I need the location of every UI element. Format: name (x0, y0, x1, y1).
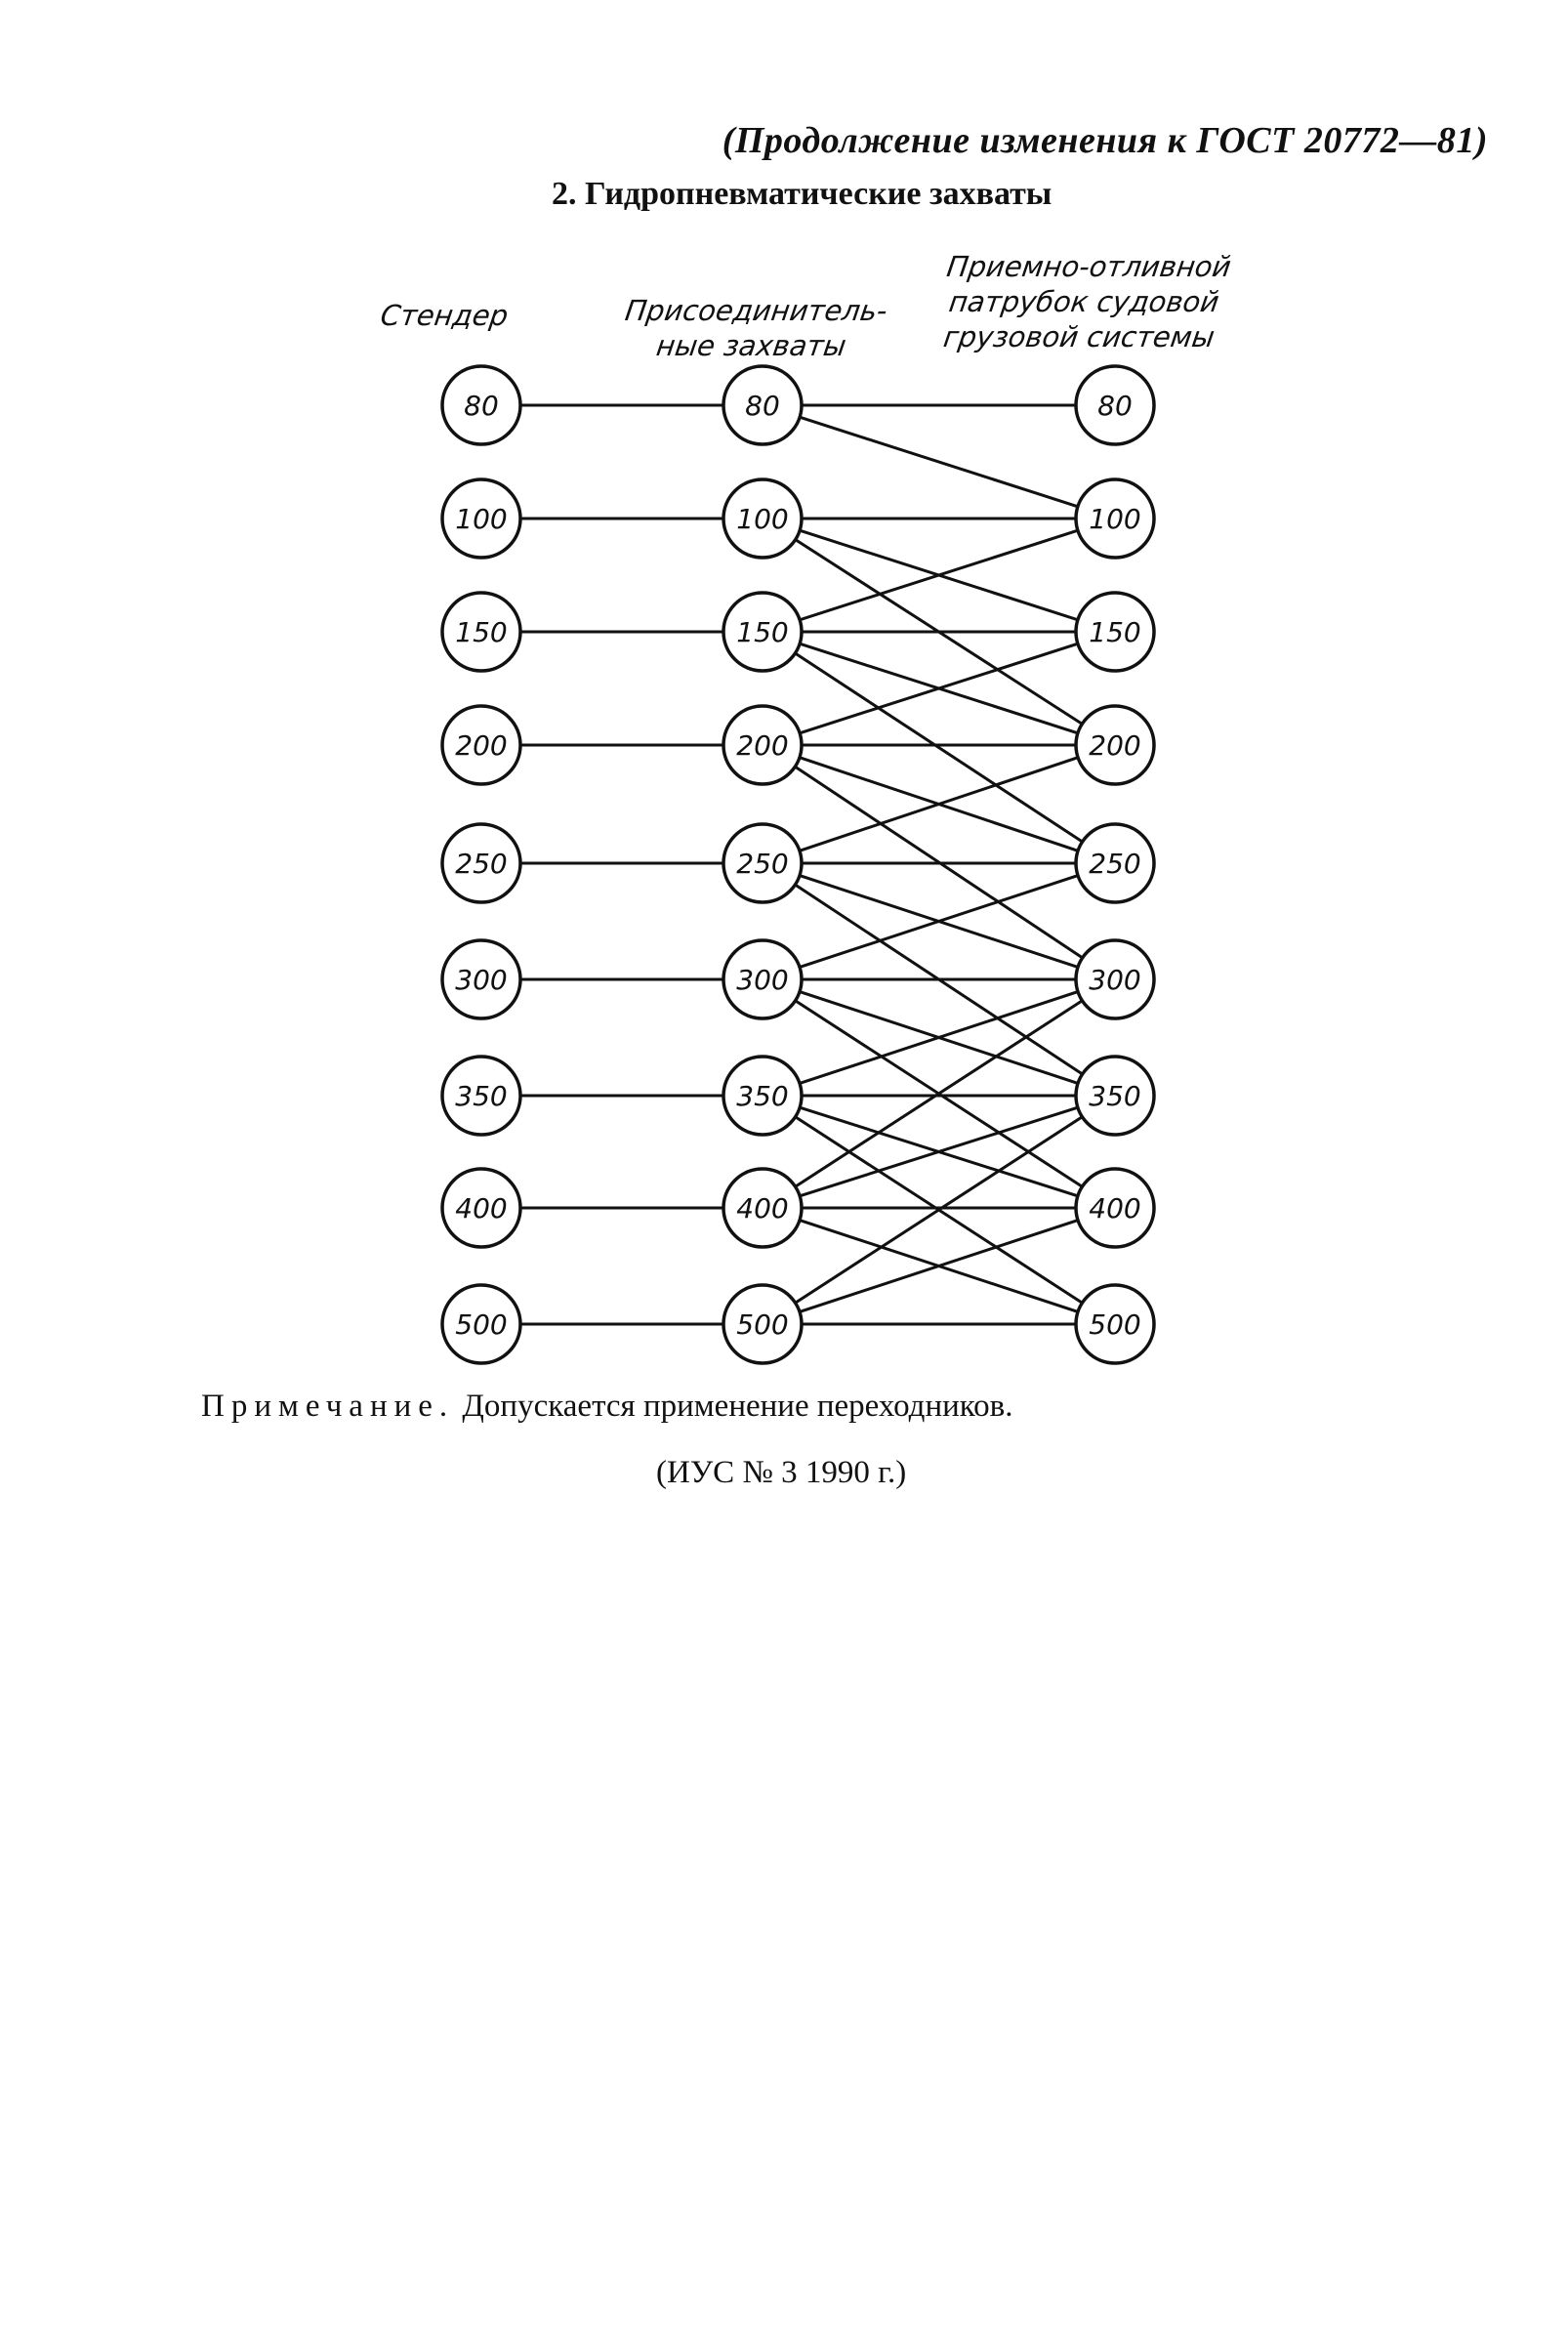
node-label: 250 (736, 848, 789, 880)
node-pipe-200 (1076, 706, 1154, 784)
node-pipe-300 (1076, 940, 1154, 1018)
node-pipe-350 (1076, 1057, 1154, 1135)
node-label: 500 (736, 1308, 789, 1341)
node-pipe-250 (1076, 824, 1154, 902)
node-label: 400 (1089, 1192, 1141, 1225)
note-label: Примечание. (201, 1389, 455, 1424)
node-grip-350 (723, 1057, 802, 1135)
node-stand-200 (442, 706, 520, 784)
node-pipe-500 (1076, 1285, 1154, 1363)
node-label: 300 (736, 964, 789, 996)
node-label: 200 (736, 729, 789, 762)
node-label: 250 (1089, 848, 1141, 880)
edge-grip-150-pipe-250 (795, 653, 1082, 842)
node-label: 80 (464, 390, 499, 422)
reference: (ИУС № 3 1990 г.) (656, 1455, 907, 1490)
node-label: 300 (455, 964, 508, 996)
note-text: Допускается применение переходников. (462, 1389, 1013, 1424)
node-grip-200 (723, 706, 802, 784)
column-header-line: патрубок судовой (946, 285, 1221, 318)
node-label: 100 (1089, 503, 1141, 535)
node-stand-100 (442, 479, 520, 558)
node-grip-500 (723, 1285, 802, 1363)
edge-grip-80-pipe-100 (800, 417, 1078, 507)
node-label: 300 (1089, 964, 1141, 996)
node-grip-250 (723, 824, 802, 902)
column-header-line: Стендер (378, 299, 511, 332)
node-label: 200 (1089, 729, 1141, 762)
node-grip-80 (723, 366, 802, 444)
node-grip-150 (723, 593, 802, 671)
node-label: 400 (455, 1192, 508, 1225)
node-stand-300 (442, 940, 520, 1018)
node-label: 350 (1089, 1080, 1141, 1112)
node-pipe-150 (1076, 593, 1154, 671)
node-stand-400 (442, 1169, 520, 1247)
node-label: 150 (1089, 616, 1141, 648)
section-title: 2. Гидропневматические захваты (552, 176, 1052, 212)
node-label: 80 (1097, 390, 1133, 422)
node-stand-150 (442, 593, 520, 671)
node-label: 350 (736, 1080, 789, 1112)
node-stand-80 (442, 366, 520, 444)
node-stand-500 (442, 1285, 520, 1363)
node-stand-350 (442, 1057, 520, 1135)
column-header-line: Приемно-отливной (944, 250, 1234, 283)
node-pipe-100 (1076, 479, 1154, 558)
node-label: 150 (455, 616, 508, 648)
node-grip-300 (723, 940, 802, 1018)
node-label: 250 (455, 848, 508, 880)
continuation-heading: (Продолжение изменения к ГОСТ 20772—81) (722, 120, 1488, 161)
node-grip-100 (723, 479, 802, 558)
column-header-line: ные захваты (654, 329, 848, 362)
node-grip-400 (723, 1169, 802, 1247)
node-pipe-80 (1076, 366, 1154, 444)
node-label: 350 (455, 1080, 508, 1112)
node-label: 400 (736, 1192, 789, 1225)
node-pipe-400 (1076, 1169, 1154, 1247)
node-label: 500 (1089, 1308, 1141, 1341)
node-label: 100 (736, 503, 789, 535)
note (201, 1389, 1012, 1425)
column-header-line: Присоединитель- (623, 294, 890, 327)
node-stand-250 (442, 824, 520, 902)
node-label: 200 (455, 729, 508, 762)
column-header-line: грузовой системы (941, 320, 1217, 353)
node-label: 100 (455, 503, 508, 535)
node-label: 500 (455, 1308, 508, 1341)
node-label: 80 (745, 390, 780, 422)
node-label: 150 (736, 616, 789, 648)
